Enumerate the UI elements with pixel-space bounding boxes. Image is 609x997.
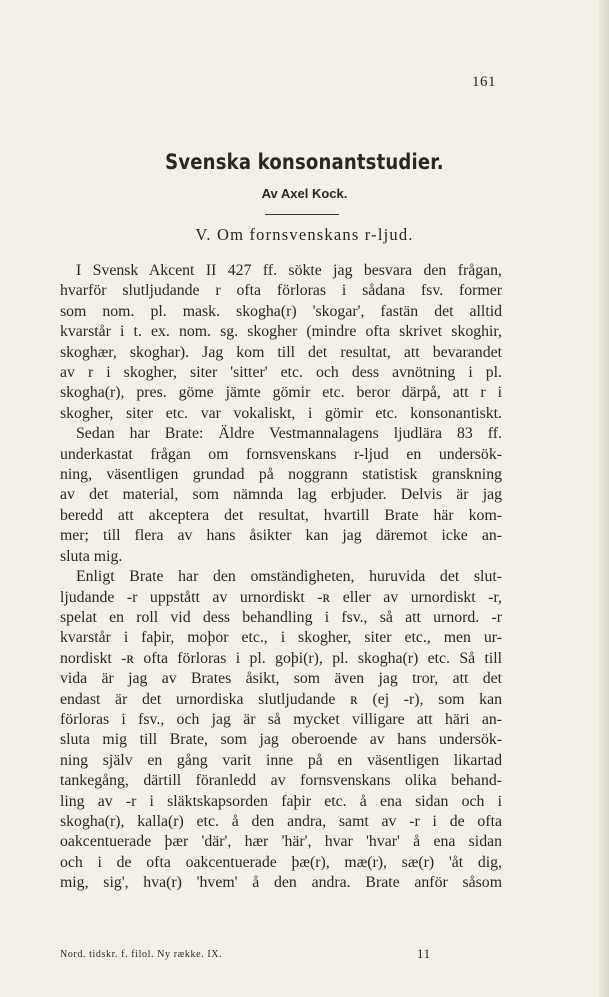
text-line: mig, sig', hva(r) 'hvem' å den andra. Brate anför såsom [60,874,502,892]
text-line: ning själv en gång varit inne på en väsentligen likartad [60,751,502,769]
text-line: av r i skogher, siter 'sitter' etc. och dess avnötning i pl. [60,364,502,382]
text-line: som nom. pl. mask. skogha(r) 'skogar', fastän det alltid [60,302,502,320]
text-line: av det material, som nämnda lag erbjuder. Delvis är jag [60,486,502,504]
text-line: oakcentuerade þær 'där', hær 'här', hvar 'hvar' å ena sidan [60,833,502,851]
text-line: sluta mig. [60,547,123,565]
text-line: kvarstår i t. ex. nom. sg. skogher (mindre ofta skrivet skoghir, [60,323,502,341]
text-line: nordiskt -ʀ ofta förloras i pl. goþi(r), pl. skogha(r) etc. Så till [60,649,502,667]
article-title: Svenska konsonantstudier. [165,150,444,174]
text-line: beredd att akceptera det resultat, hvartill Brate här kom- [60,506,502,524]
text-line: och i de ofta oakcentuerade þæ(r), mæ(r), sæ(r) 'åt dig, [60,853,502,871]
title-divider [265,214,339,215]
text-line: tankegång, därtill föranledd av fornsvenskans olika behand- [60,772,502,790]
text-line: sluta mig till Brate, som jag oberoende av hans undersök- [60,731,502,749]
text-line: hvarför slutljudande r ofta förloras i sådana fsv. former [60,282,502,300]
page-edge-shadow [599,0,609,997]
text-line: skogher, siter etc. var vokaliskt, i gömir etc. konsonantiskt. [60,404,502,422]
author-byline: Av Axel Kock. [261,186,348,201]
text-line: ljudande -r uppstått av urnordiskt -ʀ eller av urnordiskt -r, [60,588,502,606]
text-line: Enligt Brate har den omständigheten, huruvida det slut- [76,568,502,586]
text-line: ling av -r i släktskapsorden faþir etc. å ena sidan och i [60,792,502,810]
text-line: skoghær, skoghar). Jag kom till det resultat, att bevarandet [60,343,502,361]
body-text [60,261,502,894]
section-heading: V. Om fornsvenskans r-ljud. [195,225,414,244]
text-line: förloras i fsv., och jag är så mycket villigare att häri an- [60,710,502,728]
text-line: vida är jag av Brates åsikt, som även jag tror, att det [60,670,502,688]
page-footer [60,947,502,963]
signature-mark: 11 [417,946,431,961]
text-line: ning, väsentligen grundad på noggrann statistisk granskning [60,466,502,484]
text-line: kvarstår i faþir, moþor etc., i skogher, siter etc., men ur- [60,629,502,647]
text-line: endast är det urnordiska slutljudande ʀ (ej -r), som kan [60,690,502,708]
text-line: skogha(r), pres. göme jämte gömir etc. beror därpå, att r i [60,384,502,402]
text-line: skogha(r), kalla(r) etc. å den andra, samt av -r i de ofta [60,812,502,830]
text-line: mer; till flera av hans åsikter kan jag däremot icke an- [60,527,502,545]
journal-reference: Nord. tidskr. f. filol. Ny række. IX. [60,949,223,960]
text-line: Sedan har Brate: Äldre Vestmannalagens ljudlära 83 ff. [76,425,502,443]
page-number: 161 [472,74,496,90]
text-line: spelat en roll vid dess behandling i fsv., så att urnord. -r [60,608,502,626]
text-line: underkastat frågan om fornsvenskans r-ljud en undersök- [60,445,502,463]
text-line: I Svensk Akcent II 427 ff. sökte jag besvara den frågan, [76,262,502,279]
